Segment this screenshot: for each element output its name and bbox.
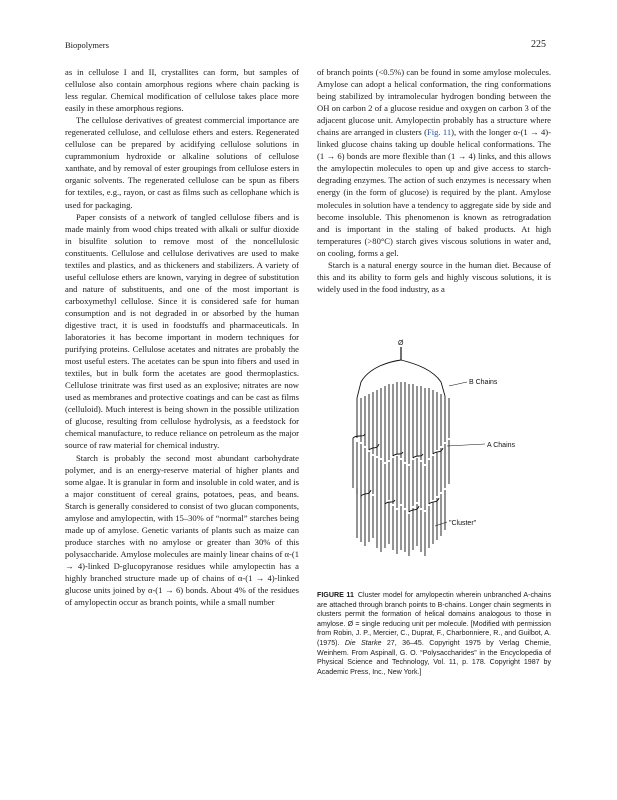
paragraph: The cellulose derivatives of greatest commercial importance are regenerated cellulose, and cellulose ethers and esters. Regenerated cellulose can be prepared by acidifying cellulose solutions in cuprammonium hydroxide or alkaline solutions of cellulose xanthate, and by removal of ester groupings from cellulose esters in organic solvents. The regenerated cellulose can be spun as fibers for textiles, e.g., rayon, or cast as films such as cellophane which is used for packaging.: [65, 115, 299, 210]
right-column: [317, 66, 551, 295]
text-run: ), with the longer α-(1 → 4)-linked glucose chains taking up double helical conformations. The (1 → 6) bonds are more flexible than (1 → 4) links, and this allows the amylopectin molecules to open up and give access to starch-degrading enzymes. The action of such enzymes is necessary when energy (in the form of glucose) is required by the plant. Amylose molecules in solution have a tendency to aggregate side by side and become insoluble. This phenomenon is known as retrogradation and is important in the staling of baked products. At high temperatures (>80°C) starch gives viscous solutions in water and, on cooling, forms a gel.: [317, 127, 551, 258]
caption-journal: Die Starke: [344, 638, 382, 647]
amylopectin-cluster-figure: [317, 338, 551, 578]
caption-text: Cluster model for amylopectin wherein unbranched A-chains are attached through branch points to B-chains. Longer chain segments in clusters permit the formation of helical domains analogous to those in amylose. Ø = single reducing unit per molecule. [Modified with permission from Robin, J. P., Mercier, C., Duprat, F., Charbonniere, R., and Guilbot, A. (1975).: [317, 591, 551, 647]
figure-labels: [435, 379, 516, 527]
label-cluster: "Cluster": [449, 520, 477, 527]
reducing-end: [398, 340, 404, 360]
figure-link[interactable]: Fig. 11: [426, 127, 452, 138]
running-head: Biopolymers: [65, 40, 109, 50]
left-column: [65, 66, 299, 608]
paragraph: [317, 66, 551, 259]
reducing-symbol: Ø: [398, 340, 404, 347]
caption-label: FIGURE 11: [317, 591, 354, 599]
cluster-diagram: [317, 338, 551, 578]
label-b-chains: B Chains: [469, 379, 498, 386]
paragraph: Starch is a natural energy source in the human diet. Because of this and its ability to form gels and highly viscous solutions, it is widely used in the food industry, as a: [317, 259, 551, 294]
label-a-chains: A Chains: [487, 442, 516, 449]
figure-caption: [317, 591, 551, 677]
paragraph: as in cellulose I and II, crystallites can form, but samples of cellulose also contain amorphous regions where chain packing is less regular. Chemical modification of cellulose takes place more easily in these amorphous regions.: [65, 67, 299, 114]
text-run: of branch points (<0.5%) can be found in some amylose molecules. Amylose can adopt a helical conformation, the ring conformations being stabilized by intramolecular hydrogen bonding between the OH on carbon 2 of a glucose residue and oxygen on carbon 3 of the adjacent glucose unit. Amylopectin probably has a structure where chains are arranged in clusters (: [317, 67, 551, 138]
chain-bundle: [353, 360, 449, 556]
page-number: 225: [531, 39, 546, 50]
paragraph: Starch is probably the second most abundant carbohydrate polymer, and is an energy-reserve material of higher plants and some algae. It is granular in form and insoluble in cold water, and is a major constituent of cereal grains, potatoes, peas, and beans. Starch is generally considered to consist of two glucan components, amylose and amylopectin, with 15–30% of “normal” starches being made up of amylose. Genetic variants of plants such as maize can produce starches with no amylose or greater than 30% of this polysaccharide. Amylose molecules are mainly linear chains of α-(1 → 4)-linked D-glucopyranose residues while amylopectin has a highly branched structure made up of chains of α-(1 → 4)-linked glucose units joined by α-(1 → 6) bonds. About 4% of the residues of amylopectin occur as branch points, while a small number: [65, 452, 299, 608]
caption-text: 27, 36–45. Copyright 1975 by Verlag Chemie, Weinhem. From Aspinall, G. O. “Polysaccharides” in the Encyclopedia of Physical Science and Technology, Vol. 11, p. 178. Copyright 1987 by Academic Press, Inc., New York.]: [317, 638, 552, 676]
paragraph: Paper consists of a network of tangled cellulose fibers and is made mainly from wood chips treated with alkali or sulfur dioxide in bisulfite solution to remove most of the noncellulosic constituents. Cellulose and cellulose derivatives are used to make textiles and plastics, and as thickeners and stabilizers. A variety of useful cellulose ethers are known, varying in degree of substitution and nature of substituents, and one of the most important is carboxymethyl cellulose. Since it is considered safe for human consumption and is not degraded in or absorbed by the human digestive tract, it is used in foodstuffs and pharmaceuticals. In laboratories it has become important in modern techniques for purifying proteins. Cellulose acetates and nitrates are probably the most useful esters. The acetates can be spun into fibers and used in textiles, but in bulk form the acetates are good thermoplastics. Cellulose trinitrate was first used as an explosive; nitrates are now used as membranes and protective coatings and can be cast as films (celluloid). Much interest is being shown in the possible utilization of glucose, resulting from cellulose hydrolysis, as a feedstock for chemical manufacture, to reduce reliance on petroleum as the major source of raw material for chemical industry.: [65, 211, 299, 451]
